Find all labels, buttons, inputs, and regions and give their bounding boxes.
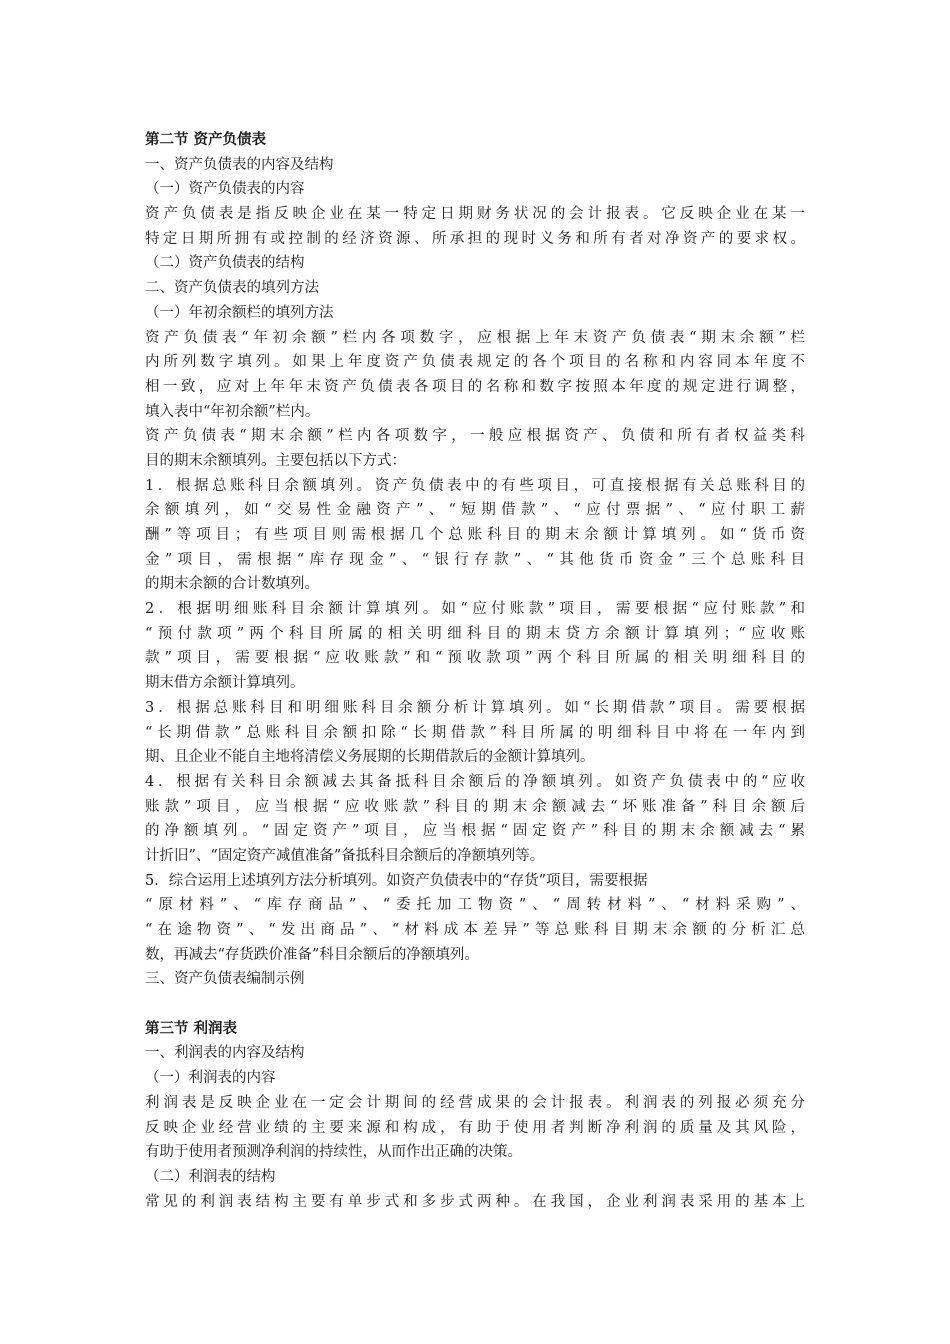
paragraph-line: （一）年初余额栏的填列方法 — [145, 304, 334, 321]
paragraph-line: 填入表中“年初余额”栏内。 — [145, 403, 320, 420]
document-body — [145, 128, 805, 1214]
paragraph-line: （一）资产负债表的内容 — [145, 181, 305, 198]
section-3-body — [145, 1041, 805, 1214]
paragraph-line: 金”项目，需根据“库存现金”、“银行存款”、“其他货币资金”三个总账科目 — [145, 551, 805, 568]
paragraph-line: 资产负债表“年初余额”栏内各项数字，应根据上年末资产负债表“期末余额”栏 — [145, 329, 805, 346]
paragraph-line: （二）利润表的结构 — [145, 1168, 276, 1185]
paragraph-line: 期末借方余额计算填列。 — [145, 675, 305, 692]
paragraph-line: 目的期末余额填列。主要包括以下方式： — [145, 452, 406, 469]
paragraph-line: 2．根据明细账科目余额计算填列。如“应付账款”项目，需要根据“应付账款”和 — [145, 601, 805, 618]
paragraph-line: 余额填列，如“交易性金融资产”、“短期借款”、“应付票据”、“应付职工薪 — [145, 502, 805, 519]
paragraph-line: 相一致，应对上年年末资产负债表各项目的名称和数字按照本年度的规定进行调整， — [145, 378, 805, 395]
paragraph-line: “预付款项”两个科目所属的相关明细科目的期末贷方余额计算填列；“应收账 — [145, 625, 805, 642]
paragraph-line: 期、且企业不能自主地将清偿义务展期的长期借款后的金额计算填列。 — [145, 749, 595, 766]
paragraph-line: 常见的利润表结构主要有单步式和多步式两种。在我国，企业利润表采用的基本上 — [145, 1193, 805, 1210]
paragraph-line: 的期末余额的合计数填列。 — [145, 576, 319, 593]
section-2-body — [145, 153, 805, 992]
paragraph-line: 反映企业经营业绩的主要来源和构成，有助于使用者判断净利润的质量及其风险， — [145, 1119, 805, 1136]
paragraph-line: 4．根据有关科目余额减去其备抵科目余额后的净额填列。如资产负债表中的“应收 — [145, 773, 805, 790]
paragraph-line: 账款”项目，应当根据“应收账款”科目的期末余额减去“坏账准备”科目余额后 — [145, 798, 805, 815]
paragraph-line: 二、资产负债表的填列方法 — [145, 280, 319, 297]
paragraph-line: 特定日期所拥有或控制的经济资源、所承担的现时义务和所有者对净资产的要求权。 — [145, 230, 805, 247]
section-gap — [145, 992, 805, 1017]
paragraph-line: （一）利润表的内容 — [145, 1070, 276, 1087]
paragraph-line: 一、资产负债表的内容及结构 — [145, 156, 334, 173]
paragraph-line: 一、利润表的内容及结构 — [145, 1045, 305, 1062]
paragraph-line: “在途物资”、“发出商品”、“材料成本差异”等总账科目期末余额的分析汇总 — [145, 922, 805, 938]
paragraph-line: 5．综合运用上述填列方法分析填列。如资产负债表中的“存货”项目，需要根据 — [145, 872, 648, 889]
section-3-heading: 第三节 利润表 — [145, 1020, 238, 1037]
paragraph-line: 1．根据总账科目余额填列。资产负债表中的有些项目，可直接根据有关总账科目的 — [145, 477, 805, 494]
paragraph-line: 酬”等项目；有些项目则需根据几个总账科目的期末余额计算填列。如“货币资 — [145, 527, 805, 543]
paragraph-line: “原材料”、“库存商品”、“委托加工物资”、“周转材料”、“材料采购”、 — [145, 897, 805, 914]
paragraph-line: （二）资产负债表的结构 — [145, 255, 305, 272]
paragraph-line: 3．根据总账科目和明细账科目余额分析计算填列。如“长期借款”项目。需要根据 — [145, 699, 805, 716]
paragraph-line: 有助于使用者预测净利润的持续性，从而作出正确的决策。 — [145, 1144, 522, 1161]
paragraph-line: 的净额填列。“固定资产”项目，应当根据“固定资产”科目的期末余额减去“累 — [145, 823, 805, 840]
paragraph-line: 利润表是反映企业在一定会计期间的经营成果的会计报表。利润表的列报必须充分 — [145, 1094, 805, 1111]
paragraph-line: “长期借款”总账科目余额扣除“长期借款”科目所属的明细科目中将在一年内到 — [145, 724, 805, 741]
paragraph-line: 计折旧”、“固定资产减值准备”备抵科目余额后的净额填列等。 — [145, 847, 545, 864]
paragraph-line: 三、资产负债表编制示例 — [145, 971, 305, 988]
paragraph-line: 资产负债表是指反映企业在某一特定日期财务状况的会计报表。它反映企业在某一 — [145, 206, 805, 223]
paragraph-line: 资产负债表“期末余额”栏内各项数字，一般应根据资产、负债和所有者权益类科 — [145, 428, 805, 445]
paragraph-line: 内所列数字填列。如果上年度资产负债表规定的各个项目的名称和内容同本年度不 — [145, 354, 805, 371]
paragraph-line: 数，再减去“存货跌价准备”科目余额后的净额填列。 — [145, 946, 479, 963]
section-2-heading: 第二节 资产负债表 — [145, 132, 267, 148]
paragraph-line: 款”项目，需要根据“应收账款”和“预收款项”两个科目所属的相关明细科目的 — [145, 650, 805, 667]
